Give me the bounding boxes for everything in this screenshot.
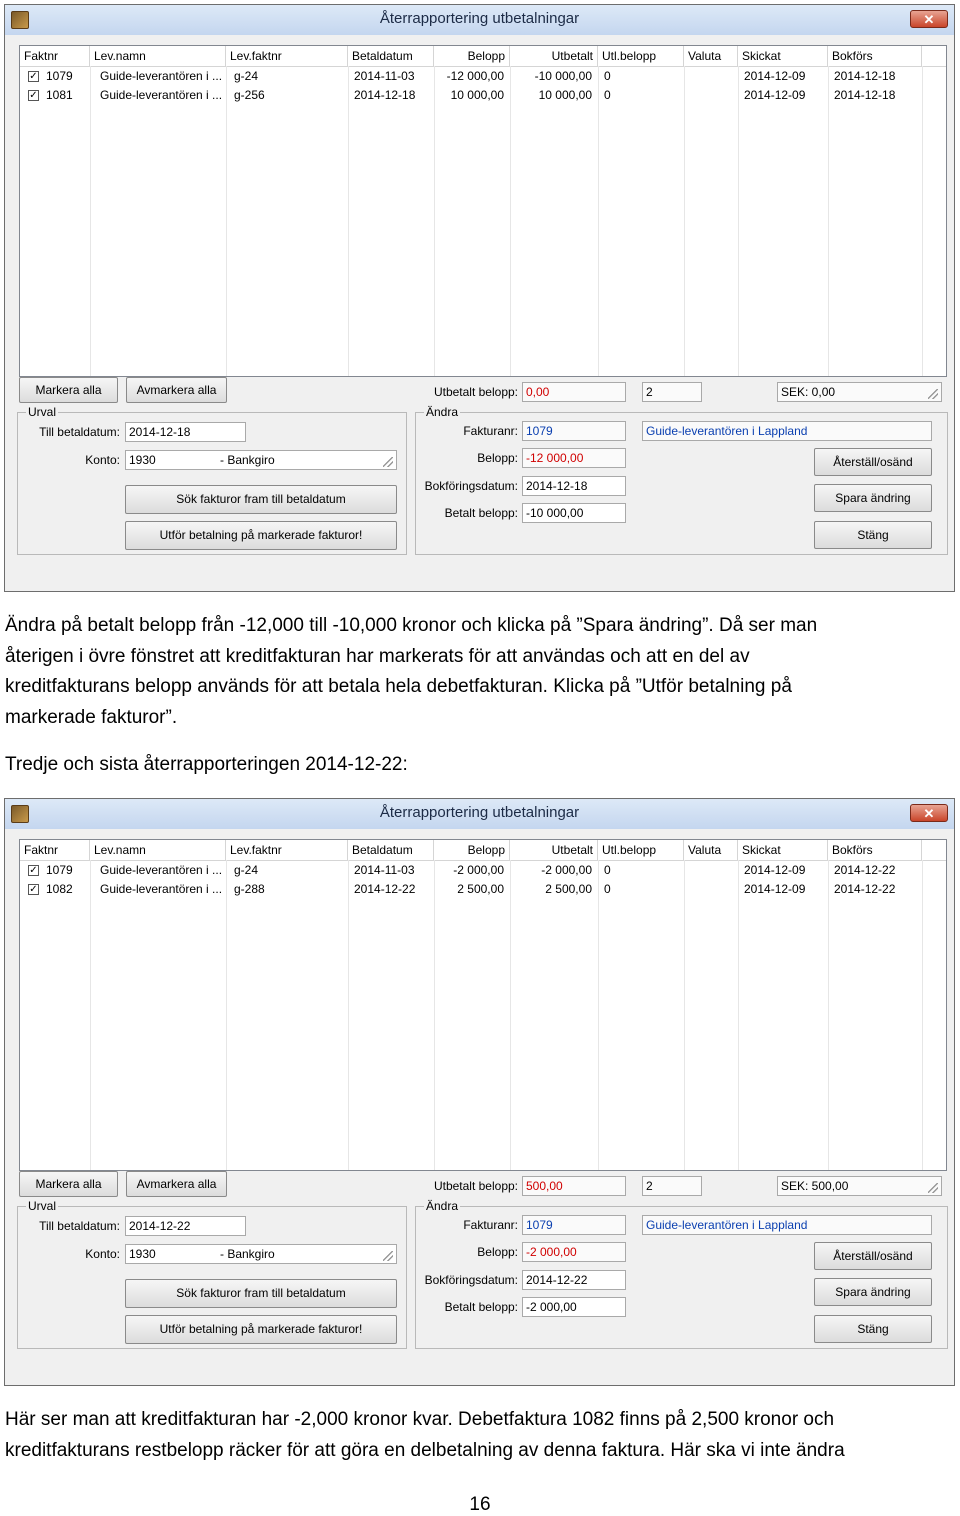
cell-faktnr: 1081 [46, 88, 73, 102]
fakturanr-field[interactable]: 1079 [522, 421, 626, 441]
cell-skickat: 2014-12-09 [744, 863, 806, 877]
cell-skickat: 2014-12-09 [744, 882, 806, 896]
konto-label: Konto: [85, 453, 120, 467]
cell-belopp: -2 000,00 [453, 863, 504, 877]
row-checkbox[interactable]: ✓ [29, 71, 38, 82]
unmark-all-button[interactable]: Avmarkera alla [126, 1171, 227, 1197]
konto-label: Konto: [85, 1247, 120, 1261]
close-button[interactable]: Stäng [814, 521, 932, 549]
column-header-skickat[interactable]: Skickat [738, 46, 828, 66]
cell-betaldatum: 2014-12-22 [354, 882, 416, 896]
konto-number: 1930 [129, 1247, 156, 1261]
urval-label: Urval [28, 1199, 57, 1213]
till-betaldatum-label: Till betaldatum: [39, 425, 120, 439]
pay-marked-invoices-button[interactable]: Utför betalning på markerade fakturor! [125, 1315, 397, 1344]
unmark-all-button[interactable]: Avmarkera alla [126, 377, 227, 403]
table-row[interactable] [20, 861, 946, 880]
belopp-label: Belopp: [477, 1245, 518, 1259]
utbetalt-belopp-label: Utbetalt belopp: [433, 385, 518, 399]
cell-levnamn: Guide-leverantören i ... [100, 88, 223, 102]
column-header-valuta[interactable]: Valuta [684, 840, 738, 860]
reset-button[interactable]: Återställ/osänd [814, 1242, 932, 1270]
close-window-button[interactable]: ✕ [910, 10, 948, 28]
resize-grip-icon [383, 1251, 393, 1261]
belopp-field: -2 000,00 [522, 1242, 626, 1262]
fakturanr-field[interactable]: 1079 [522, 1215, 626, 1235]
cell-betaldatum: 2014-12-18 [354, 88, 416, 102]
cell-belopp: 10 000,00 [450, 88, 504, 102]
cell-utlbelopp: 0 [604, 863, 611, 877]
column-header-levfaktnr[interactable]: Lev.faktnr [226, 840, 348, 860]
resize-grip-icon [928, 389, 938, 399]
mark-all-button[interactable]: Markera alla [19, 377, 118, 403]
cell-bokfors: 2014-12-18 [834, 69, 896, 83]
cell-utbetalt: 10 000,00 [538, 88, 592, 102]
section-heading: Tredje och sista återrapporteringen 2014-12-22: [5, 754, 408, 775]
cell-bokfors: 2014-12-22 [834, 863, 896, 877]
resize-grip-icon [928, 1183, 938, 1193]
till-betaldatum-label: Till betaldatum: [39, 1219, 120, 1233]
sek-total-value: SEK: 500,00 [781, 1179, 849, 1193]
column-header-levnamn[interactable]: Lev.namn [90, 840, 226, 860]
count-field: 2 [642, 382, 702, 402]
close-button[interactable]: Stäng [814, 1315, 932, 1343]
title-bar[interactable] [5, 5, 954, 35]
mark-all-button[interactable]: Markera alla [19, 1171, 118, 1197]
bokforingsdatum-label: Bokföringsdatum: [424, 479, 518, 493]
cell-faktnr: 1079 [46, 863, 73, 877]
supplier-field: Guide-leverantören i Lappland [642, 421, 932, 441]
search-invoices-button[interactable]: Sök fakturor fram till betaldatum [125, 1279, 397, 1308]
title-bar[interactable] [5, 799, 954, 829]
column-header-faktnr[interactable]: Faktnr [20, 46, 90, 66]
cell-valuta [686, 880, 738, 899]
column-header-utbetalt[interactable]: Utbetalt [510, 46, 598, 66]
page-number: 16 [469, 1494, 491, 1515]
cell-utlbelopp: 0 [604, 882, 611, 896]
betalt-belopp-label: Betalt belopp: [444, 506, 518, 520]
cell-utlbelopp: 0 [604, 88, 611, 102]
konto-name: - Bankgiro [220, 453, 275, 467]
column-header-utlbelopp[interactable]: Utl.belopp [598, 840, 684, 860]
belopp-field: -12 000,00 [522, 448, 626, 468]
cell-levnamn: Guide-leverantören i ... [100, 863, 223, 877]
cell-levfaktnr: g-256 [234, 88, 265, 102]
list-header [20, 840, 946, 861]
row-checkbox[interactable]: ✓ [29, 90, 38, 101]
cell-levnamn: Guide-leverantören i ... [100, 69, 223, 83]
column-header-levfaktnr[interactable]: Lev.faktnr [226, 46, 348, 66]
instruction-paragraph: Ändra på betalt belopp från -12,000 till -10,000 kronor och klicka på ”Spara ändring”. Då ser man återigen i övre fönstret att kreditfakturan har markerats för att användas och att en del av kreditfakturans belopp används för att betala hela debetfakturan. Klicka på ”Utför betalning på markerade fakturor”. [5, 615, 818, 728]
konto-select[interactable] [125, 1244, 397, 1264]
konto-number: 1930 [129, 453, 156, 467]
cell-utbetalt: -10 000,00 [534, 69, 592, 83]
resize-grip-icon [383, 457, 393, 467]
utbetalt-belopp-field: 0,00 [522, 382, 626, 402]
konto-name: - Bankgiro [220, 1247, 275, 1261]
urval-label: Urval [28, 405, 57, 419]
cell-faktnr: 1079 [46, 69, 73, 83]
bokforingsdatum-field[interactable]: 2014-12-22 [522, 1270, 626, 1290]
sek-total-field [777, 1176, 942, 1196]
fakturanr-label: Fakturanr: [463, 424, 518, 438]
cell-utbetalt: -2 000,00 [541, 863, 592, 877]
supplier-field: Guide-leverantören i Lappland [642, 1215, 932, 1235]
column-header-belopp[interactable]: Belopp [434, 46, 510, 66]
andra-label: Ändra [426, 1199, 459, 1213]
column-header-betaldatum[interactable]: Betaldatum [348, 840, 434, 860]
column-header-utlbelopp[interactable]: Utl.belopp [598, 46, 684, 66]
utbetalt-belopp-field: 500,00 [522, 1176, 626, 1196]
betalt-belopp-field[interactable]: -2 000,00 [522, 1297, 626, 1317]
count-field: 2 [642, 1176, 702, 1196]
cell-belopp: 2 500,00 [457, 882, 504, 896]
cell-valuta [686, 67, 738, 86]
column-header-bokfors[interactable]: Bokförs [828, 46, 922, 66]
cell-valuta [686, 861, 738, 880]
cell-betaldatum: 2014-11-03 [354, 69, 415, 83]
invoice-list[interactable] [19, 839, 947, 1171]
pay-marked-invoices-button[interactable]: Utför betalning på markerade fakturor! [125, 521, 397, 550]
cell-utlbelopp: 0 [604, 69, 611, 83]
reset-button[interactable]: Återställ/osänd [814, 448, 932, 476]
column-header-belopp[interactable]: Belopp [434, 840, 510, 860]
betalt-belopp-label: Betalt belopp: [444, 1300, 518, 1314]
cell-utbetalt: 2 500,00 [545, 882, 592, 896]
konto-select[interactable] [125, 450, 397, 470]
column-header-levnamn[interactable]: Lev.namn [90, 46, 226, 66]
sek-total-field [777, 382, 942, 402]
till-betaldatum-field[interactable]: 2014-12-18 [125, 422, 246, 442]
column-header-utbetalt[interactable]: Utbetalt [510, 840, 598, 860]
cell-valuta [686, 86, 738, 105]
column-header-betaldatum[interactable]: Betaldatum [348, 46, 434, 66]
cell-belopp: -12 000,00 [446, 69, 504, 83]
payment-report-window [4, 798, 955, 1386]
window-title: Återrapportering utbetalningar [379, 804, 580, 821]
table-row[interactable] [20, 880, 946, 899]
cell-levfaktnr: g-288 [234, 882, 265, 896]
bokforingsdatum-label: Bokföringsdatum: [424, 1273, 518, 1287]
cell-levnamn: Guide-leverantören i ... [100, 882, 223, 896]
list-header [20, 46, 946, 67]
cell-bokfors: 2014-12-22 [834, 882, 896, 896]
table-row[interactable] [20, 67, 946, 86]
save-change-button[interactable]: Spara ändring [814, 484, 932, 512]
payment-report-window [4, 4, 955, 592]
cell-skickat: 2014-12-09 [744, 88, 806, 102]
cell-faktnr: 1082 [46, 882, 73, 896]
column-header-valuta[interactable]: Valuta [684, 46, 738, 66]
explanation-paragraph: Här ser man att kreditfakturan har -2,000 kronor kvar. Debetfaktura 1082 finns på 2,500 kronor och kreditfakturans restbelopp räcker för att göra en delbetalning av denna faktura. Här ska vi inte ändra [5, 1409, 845, 1461]
andra-label: Ändra [426, 405, 459, 419]
cell-levfaktnr: g-24 [234, 863, 259, 877]
utbetalt-belopp-label: Utbetalt belopp: [433, 1179, 518, 1193]
cell-betaldatum: 2014-11-03 [354, 863, 415, 877]
cell-levfaktnr: g-24 [234, 69, 259, 83]
cell-skickat: 2014-12-09 [744, 69, 806, 83]
row-checkbox[interactable]: ✓ [29, 884, 38, 895]
column-header-skickat[interactable]: Skickat [738, 840, 828, 860]
column-header-faktnr[interactable]: Faktnr [20, 840, 90, 860]
belopp-label: Belopp: [477, 451, 518, 465]
sek-total-value: SEK: 0,00 [781, 385, 836, 399]
save-change-button[interactable]: Spara ändring [814, 1278, 932, 1306]
betalt-belopp-field[interactable]: -10 000,00 [522, 503, 626, 523]
till-betaldatum-field[interactable]: 2014-12-22 [125, 1216, 246, 1236]
table-row[interactable] [20, 86, 946, 105]
invoice-list[interactable] [19, 45, 947, 377]
window-title: Återrapportering utbetalningar [379, 10, 580, 27]
fakturanr-label: Fakturanr: [463, 1218, 518, 1232]
row-checkbox[interactable]: ✓ [29, 865, 38, 876]
search-invoices-button[interactable]: Sök fakturor fram till betaldatum [125, 485, 397, 514]
cell-bokfors: 2014-12-18 [834, 88, 896, 102]
bokforingsdatum-field[interactable]: 2014-12-18 [522, 476, 626, 496]
close-window-button[interactable]: ✕ [910, 804, 948, 822]
column-header-bokfors[interactable]: Bokförs [828, 840, 922, 860]
